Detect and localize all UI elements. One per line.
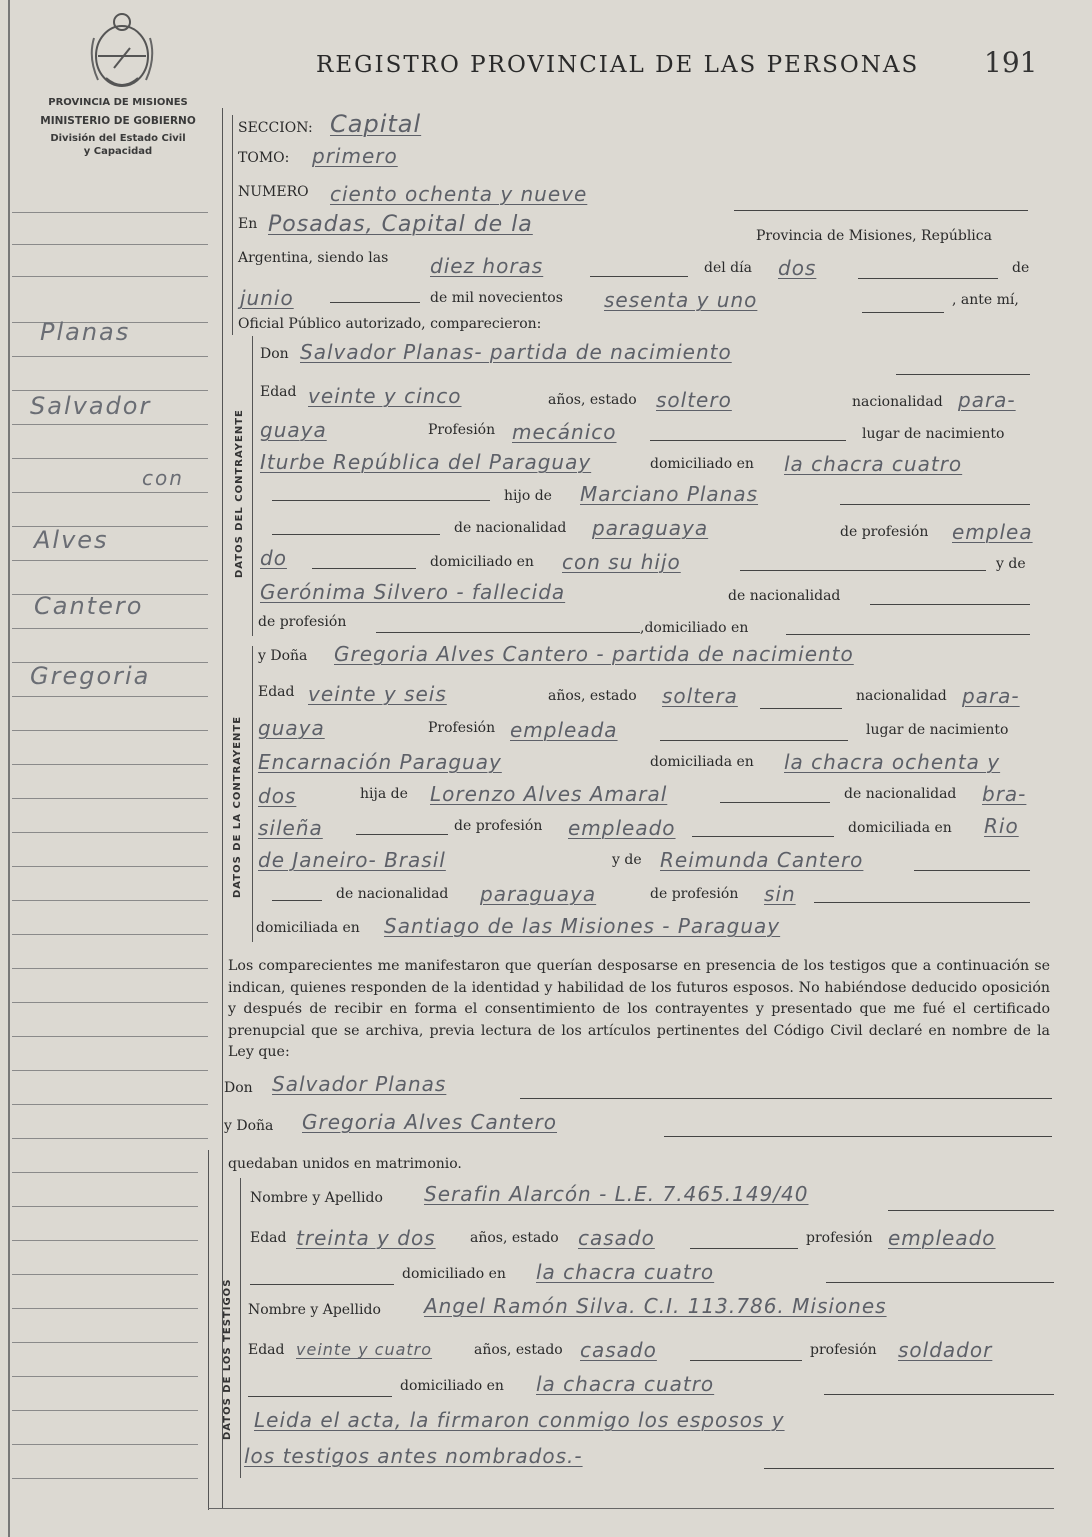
margin-rule [12, 934, 208, 935]
lugar-acto: Posadas, Capital de la [268, 212, 533, 237]
office-block [18, 96, 218, 158]
margin-rule [12, 356, 208, 357]
coat-of-arms-icon [88, 8, 156, 92]
bride-padre-nac-b: sileña [258, 816, 323, 840]
fill-line [272, 900, 322, 901]
fill-line [760, 708, 842, 709]
margin-rule [12, 1138, 208, 1139]
margin-rule [12, 244, 208, 245]
groom-lugar-nac: Iturbe República del Paraguay [260, 450, 592, 474]
margin-rule [12, 1342, 198, 1343]
w2-estado: casado [580, 1338, 657, 1362]
margin-rule [12, 276, 208, 277]
bride-domicilio-a: la chacra ochenta y [784, 750, 1001, 774]
decl-don-label: Don [224, 1080, 253, 1096]
margin-rule [12, 798, 208, 799]
decl-groom: Salvador Planas [272, 1072, 447, 1096]
w1-prof-label: profesión [806, 1230, 873, 1246]
groom-domicilio: la chacra cuatro [784, 452, 963, 476]
margin-rule [12, 1478, 198, 1479]
hija-label: hija de [360, 786, 408, 802]
tomo-label: TOMO: [238, 150, 290, 166]
margin-rule [12, 1070, 208, 1071]
del-dia-label: del día [704, 260, 752, 276]
fill-line [356, 834, 448, 835]
madre-nac-label: de nacionalidad [336, 886, 449, 902]
fill-line [740, 570, 986, 571]
declaration-paragraph: Los comparecientes me manifestaron que querían desposarse en presencia de los testigos que a continuación se indican, quienes responden de la identidad y habilidad de los futuros esposos. No habiéndose deducido oposición y después de recibir en forma el consentimiento de los contrayentes y presentado que me fué el certificado prenupcial que se archiva, previa lectura de los artículos pertinentes del Código Civil declaré en nombre de la Ley que: [228, 958, 1050, 1061]
margin-rule [12, 1274, 198, 1275]
fill-line [330, 302, 420, 303]
w1-name: Serafin Alarcón - L.E. 7.465.149/40 [424, 1182, 809, 1206]
groom-edad: veinte y cinco [308, 384, 462, 408]
fill-line [248, 1396, 392, 1397]
witness-frame-bottom [208, 1508, 1054, 1509]
fill-line [250, 1284, 394, 1285]
padre-nac-label: de nacionalidad [844, 786, 957, 802]
fill-line [862, 312, 944, 313]
fill-line [272, 534, 440, 535]
fill-line [660, 740, 848, 741]
closing-line-2: los testigos antes nombrados.- [244, 1444, 583, 1468]
margin-rule [12, 212, 208, 213]
fill-line [840, 504, 1030, 505]
groom-nacionalidad-b: guaya [260, 418, 327, 442]
margin-rule [12, 1444, 198, 1445]
w1-domicilio: la chacra cuatro [536, 1260, 715, 1284]
margin-rule [12, 1410, 198, 1411]
groom-padre: Marciano Planas [580, 482, 759, 506]
groom-madre: Gerónima Silvero - fallecida [260, 580, 566, 604]
madre-prof-label: de profesión [258, 614, 347, 630]
groom-nacionalidad-a: para- [958, 388, 1016, 412]
margin-surname: Cantero [34, 592, 144, 620]
fill-line [690, 1360, 802, 1361]
nacionalidad-label: nacionalidad [852, 394, 943, 410]
bride-name: Gregoria Alves Cantero - partida de nacimiento [334, 642, 854, 666]
w2-domic-label: domiciliado en [400, 1378, 504, 1394]
left-page-border [8, 0, 10, 1537]
domicilio-label: domiciliada en [650, 754, 754, 770]
fill-line [914, 870, 1030, 871]
fill-line [814, 902, 1030, 903]
madre-nac-label: de nacionalidad [728, 588, 841, 604]
hora-value: diez horas [430, 254, 544, 278]
bride-edad: veinte y seis [308, 682, 447, 706]
unidos-text: quedaban unidos en matrimonio. [228, 1156, 462, 1172]
bride-estado: soltera [662, 684, 738, 708]
bride-madre-prof: sin [764, 882, 796, 906]
hijo-label: hijo de [504, 488, 552, 504]
w2-edad-label: Edad [248, 1342, 285, 1358]
bride-madre-nac: paraguaya [480, 882, 597, 906]
fill-line [734, 210, 1028, 211]
bride-profesion: empleada [510, 718, 618, 742]
office-line: y Capacidad [83, 146, 153, 157]
margin-rule [12, 1308, 198, 1309]
mes-value: junio [240, 286, 294, 310]
registration-frame [232, 115, 233, 335]
seccion-value: Capital [330, 110, 422, 138]
profesion-label: Profesión [428, 422, 496, 438]
margin-rule [12, 628, 208, 629]
domicilio-label: domiciliado en [650, 456, 754, 472]
margin-rule [12, 730, 208, 731]
numero-value: ciento ochenta y nueve [330, 182, 588, 206]
lugar-nac-label: lugar de nacimiento [866, 722, 1009, 738]
decl-dona-label: y Doña [224, 1118, 274, 1134]
closing-line-1: Leida el acta, la firmaron conmigo los esposos y [254, 1408, 785, 1432]
fill-line [888, 1210, 1054, 1211]
w1-name-label: Nombre y Apellido [250, 1190, 383, 1206]
bride-madre-domic: Santiago de las Misiones - Paraguay [384, 914, 781, 938]
groom-estado: soltero [656, 388, 732, 412]
fill-line [786, 634, 1030, 635]
padre-prof-label: de profesión [454, 818, 543, 834]
fill-line [764, 1468, 1054, 1469]
fill-line [272, 500, 490, 501]
witness-frame-left [208, 1150, 209, 1510]
fill-line [650, 440, 846, 441]
fill-line [896, 374, 1030, 375]
padre-domic-label: domiciliada en [848, 820, 952, 836]
groom-frame [252, 336, 253, 636]
margin-rule [12, 900, 208, 901]
w2-edad: veinte y cuatro [296, 1340, 433, 1359]
fill-line [720, 802, 830, 803]
margin-rule [12, 832, 208, 833]
fill-line [312, 568, 416, 569]
mil-label: de mil novecientos [430, 290, 563, 306]
decl-bride: Gregoria Alves Cantero [302, 1110, 558, 1134]
y-de-label: y de [996, 556, 1026, 572]
fill-line [520, 1098, 1052, 1099]
seccion-label: SECCION: [238, 120, 313, 136]
margin-rule [12, 390, 208, 391]
margin-rule [12, 1036, 208, 1037]
w2-prof-label: profesión [810, 1342, 877, 1358]
fill-line [664, 1136, 1052, 1137]
groom-name: Salvador Planas- partida de nacimiento [300, 340, 732, 364]
margin-rule [12, 1206, 198, 1207]
margin-rule [12, 1104, 208, 1105]
margin-rule [12, 764, 208, 765]
dona-label: y Doña [258, 648, 308, 664]
oficial-text: Oficial Público autorizado, comparecieron: [238, 316, 542, 332]
madre-domic-label: ,domiciliado en [640, 620, 749, 636]
margin-rule [12, 560, 208, 561]
nacionalidad-label: nacionalidad [856, 688, 947, 704]
margin-given-name: Salvador [30, 392, 152, 420]
provincia-text: Provincia de Misiones, República [756, 228, 992, 244]
w1-estado-label: años, estado [470, 1230, 559, 1246]
bride-nacionalidad-a: para- [962, 684, 1020, 708]
fill-line [870, 604, 1030, 605]
fill-line [692, 836, 834, 837]
fill-line [590, 276, 688, 277]
don-label: Don [260, 346, 289, 362]
fill-line [690, 1248, 798, 1249]
profesion-label: Profesión [428, 720, 496, 736]
fill-line [376, 632, 640, 633]
bride-padre-prof: empleado [568, 816, 676, 840]
numero-label: NUMERO [238, 184, 309, 200]
groom-padre-nac: paraguaya [592, 516, 709, 540]
w1-edad: treinta y dos [296, 1226, 436, 1250]
office-line: PROVINCIA DE MISIONES [48, 97, 188, 108]
margin-surname: Alves [34, 526, 109, 554]
w2-name-label: Nombre y Apellido [248, 1302, 381, 1318]
padre-domic-label: domiciliado en [430, 554, 534, 570]
madre-domic-label: domiciliada en [256, 920, 360, 936]
padre-prof-label: de profesión [840, 524, 929, 540]
margin-rule [12, 1240, 198, 1241]
w2-profesion: soldador [898, 1338, 993, 1362]
margin-rule [12, 1002, 208, 1003]
padre-nac-label: de nacionalidad [454, 520, 567, 536]
w2-name: Angel Ramón Silva. C.I. 113.786. Misiones [424, 1294, 887, 1318]
margin-given-name: Gregoria [30, 662, 151, 690]
madre-prof-label: de profesión [650, 886, 739, 902]
argentina-text: Argentina, siendo las [238, 250, 389, 266]
bride-padre-domic-a: Rio [984, 814, 1019, 838]
estado-label: años, estado [548, 688, 637, 704]
de-label: de [1012, 260, 1030, 276]
margin-rule [12, 424, 208, 425]
y-de-label: y de [612, 852, 642, 868]
w1-domic-label: domiciliado en [402, 1266, 506, 1282]
witnesses-section-label: DATOS DE LOS TESTIGOS [222, 1278, 233, 1440]
w1-profesion: empleado [888, 1226, 996, 1250]
margin-rule [12, 492, 208, 493]
witness-frame [240, 1178, 241, 1478]
margin-rule [12, 1172, 198, 1173]
bride-nacionalidad-b: guaya [258, 716, 325, 740]
groom-padre-prof-a: emplea [952, 520, 1033, 544]
margin-surname: Planas [40, 318, 131, 346]
bride-padre-domic-b: de Janeiro- Brasil [258, 848, 446, 872]
office-line: División del Estado Civil [50, 133, 186, 144]
lugar-nac-label: lugar de nacimiento [862, 426, 1005, 442]
fill-line [858, 278, 998, 279]
bride-lugar-nac: Encarnación Paraguay [258, 750, 502, 774]
bride-padre-nac-a: bra- [982, 782, 1027, 806]
margin-rule [12, 866, 208, 867]
dia-value: dos [778, 256, 817, 280]
bride-domicilio-b: dos [258, 784, 297, 808]
edad-label: Edad [260, 384, 297, 400]
margin-rule [12, 1376, 198, 1377]
groom-profesion: mecánico [512, 420, 617, 444]
estado-label: años, estado [548, 392, 637, 408]
anio-value: sesenta y uno [604, 288, 758, 312]
bride-padre: Lorenzo Alves Amaral [430, 782, 668, 806]
tomo-value: primero [312, 144, 398, 168]
margin-connector: con [142, 466, 184, 490]
margin-rule [12, 696, 208, 697]
bride-frame [252, 646, 253, 942]
groom-padre-domic: con su hijo [562, 550, 681, 574]
w2-domicilio: la chacra cuatro [536, 1372, 715, 1396]
w1-estado: casado [578, 1226, 655, 1250]
page-title: REGISTRO PROVINCIAL DE LAS PERSONAS [316, 52, 920, 78]
bride-madre: Reimunda Cantero [660, 848, 864, 872]
en-label: En [238, 216, 258, 232]
w1-edad-label: Edad [250, 1230, 287, 1246]
fill-line [826, 1282, 1054, 1283]
margin-rule [12, 968, 208, 969]
page-number: 191 [984, 46, 1038, 79]
groom-padre-prof-b: do [260, 546, 287, 570]
office-line: MINISTERIO DE GOBIERNO [40, 115, 196, 127]
edad-label: Edad [258, 684, 295, 700]
ante-label: , ante mí, [952, 292, 1019, 308]
groom-section-label: DATOS DEL CONTRAYENTE [234, 409, 245, 578]
fill-line [824, 1394, 1054, 1395]
w2-estado-label: años, estado [474, 1342, 563, 1358]
margin-rule [12, 458, 208, 459]
bride-section-label: DATOS DE LA CONTRAYENTE [232, 715, 243, 898]
